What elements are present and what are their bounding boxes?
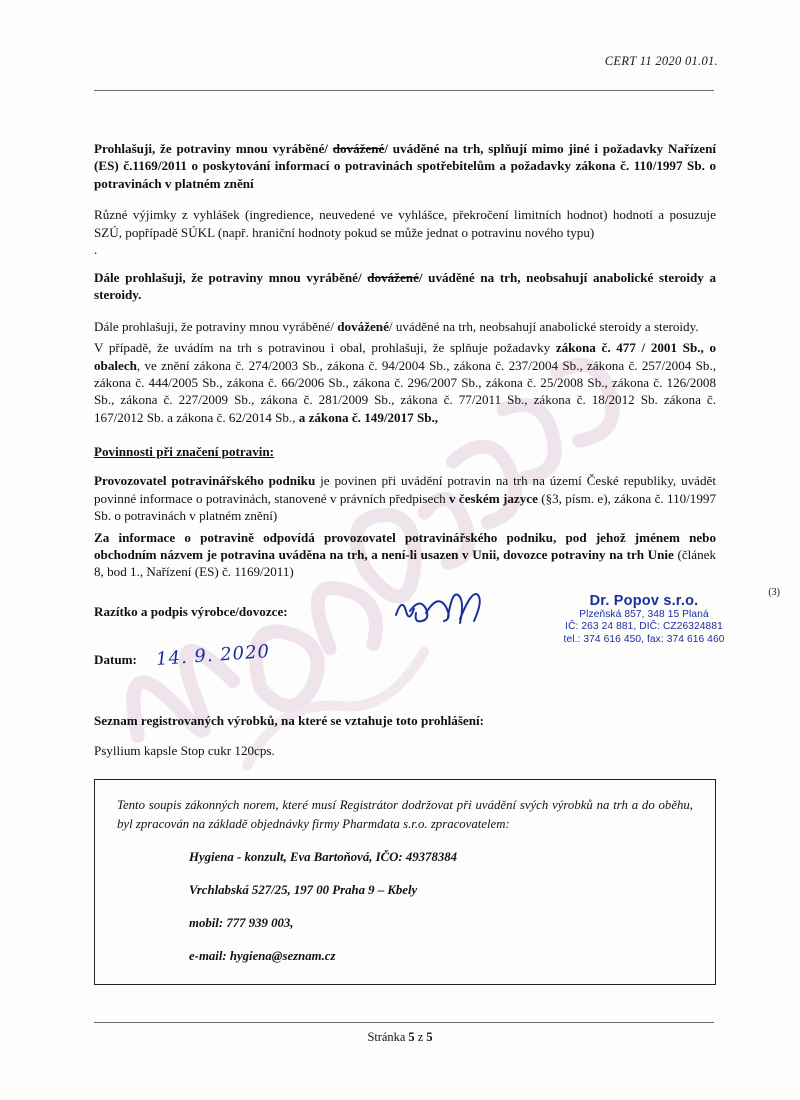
note-box-intro: Tento soupis zákonných norem, které musí Registrátor dodržovat při uvádění svých výrobků na trh a do oběhu, byl zpracován na základě objednávky firmy Pharmdata s.r.o. zpracovatelem:	[117, 797, 693, 831]
paragraph-dot: .	[94, 242, 98, 258]
date-label: Datum:	[94, 651, 137, 667]
signature-label: Razítko a podpis výrobce/dovozce:	[94, 603, 288, 619]
stamp-company-name: Dr. Popov s.r.o.	[589, 592, 699, 609]
header-divider	[94, 90, 714, 91]
note-box-line-4: e-mail: hygiena@seznam.cz	[189, 948, 336, 963]
footer-prefix: Stránka	[367, 1030, 409, 1044]
paragraph-declaration: Prohlašuji, že potraviny mnou vyráběné/ dovážené/ uváděné na trh, splňují mimo jiné i požadavky Nařízení (ES) č.1169/2011 o poskytování informací o potravinách spotřebitelům a požadavky zákona č. 110/1997 Sb. o potravinách v platném znění	[94, 141, 716, 191]
paragraph-exceptions: Různé výjimky z vyhlášek (ingredience, neuvedené ve vyhlášce, překročení limitních hodnot) hodnotí a posuzuje SZÚ, popřípadě SÚKL (např. hraniční hodnoty pokud se může jednat o potravinu nového typu)	[94, 207, 716, 240]
date-row	[94, 640, 716, 677]
document-body	[94, 140, 780, 985]
paragraph-steroids: Dále prohlašuji, že potraviny mnou vyráběné/ dovážené/ uváděné na trh, neobsahují anabolické steroidy a steroidy.	[94, 270, 716, 303]
note-box-line-2: Vrchlabská 527/25, 197 00 Praha 9 – Kbely	[189, 882, 418, 897]
note-box-line-1: Hygiena - konzult, Eva Bartoňová, IČO: 49378384	[189, 849, 458, 864]
page-footer	[0, 1030, 800, 1045]
section-heading-labelling: Povinnosti při značení potravin:	[94, 444, 275, 460]
note-box-line-3: mobil: 777 939 003,	[189, 915, 294, 930]
stamp-contact: tel.: 374 616 450, fax: 374 616 460	[563, 633, 725, 645]
stamp-address: Plzeňská 857, 348 15 Planá	[579, 608, 709, 620]
paragraph-operator-duties: Provozovatel potravinářského podniku je povinen při uvádění potravin na trh na území České republiky, uvádět povinné informace o potravinách, stanovené v právních předpisech v českém jazyce (§3, písm. e), zákona č. 110/1997 Sb. o potravinách v platném znění)	[94, 473, 716, 524]
paragraph-packaging: Dále prohlašuji, že potraviny mnou vyráběné/ dovážené/ uváděné na trh, neobsahují anabolické steroidy a steroidy.	[94, 318, 699, 334]
footer-current-page: 5	[408, 1030, 415, 1044]
stamp-ids: IČ: 263 24 881, DIČ: CZ26324881	[565, 621, 723, 633]
products-list-heading: Seznam registrovaných výrobků, na které se vztahuje toto prohlášení:	[94, 712, 485, 728]
signature-row	[94, 586, 780, 645]
paragraph-responsibility: Za informace o potravině odpovídá provozovatel potravinářského podniku, pod jehož jménem nebo obchodním názvem je potravina uváděna na trh, a není-li usazen v Unii, dovozce potraviny na trh Unie (článek 8, bod 1., Nařízení (ES) č. 1169/2011)	[94, 529, 716, 580]
footer-middle: z	[414, 1030, 427, 1044]
handwritten-signature	[390, 587, 500, 627]
company-stamp	[524, 586, 780, 647]
footer-divider	[94, 1022, 714, 1023]
header-document-code: CERT 11 2020 01.01.	[604, 54, 718, 68]
paragraph-sections: V případě, že uvádím na trh s potravinou i obal, prohlašuji, že splňuje požadavky zákona č. 477 / 2001 Sb., o obalech, ve znění zákona č. 274/2003 Sb., zákona č. 94/2004 Sb., zákona č. 237/2004 Sb., zákona č. 257/2004 Sb., zákona č. 444/2005 Sb., zákona č. 66/2006 Sb., zákona č. 296/2007 Sb., zákona č. 25/2008 Sb., zákona č. 126/2008 Sb., zákona č. 227/2009 Sb., zákona č. 281/2009 Sb., zákona č. 77/2011 Sb., zákona č. 18/2012 Sb. zákona č. 167/2012 Sb. a zákona č. 62/2014 Sb., a zákona č. 149/2017 Sb.,	[94, 340, 716, 425]
stamp-superscript: (3)	[768, 586, 780, 598]
date-value-handwritten: 14. 9. 2020	[155, 640, 271, 670]
product-item: Psyllium kapsle Stop cukr 120cps.	[94, 742, 275, 758]
footer-total-pages: 5	[426, 1030, 433, 1044]
note-box	[94, 779, 716, 985]
